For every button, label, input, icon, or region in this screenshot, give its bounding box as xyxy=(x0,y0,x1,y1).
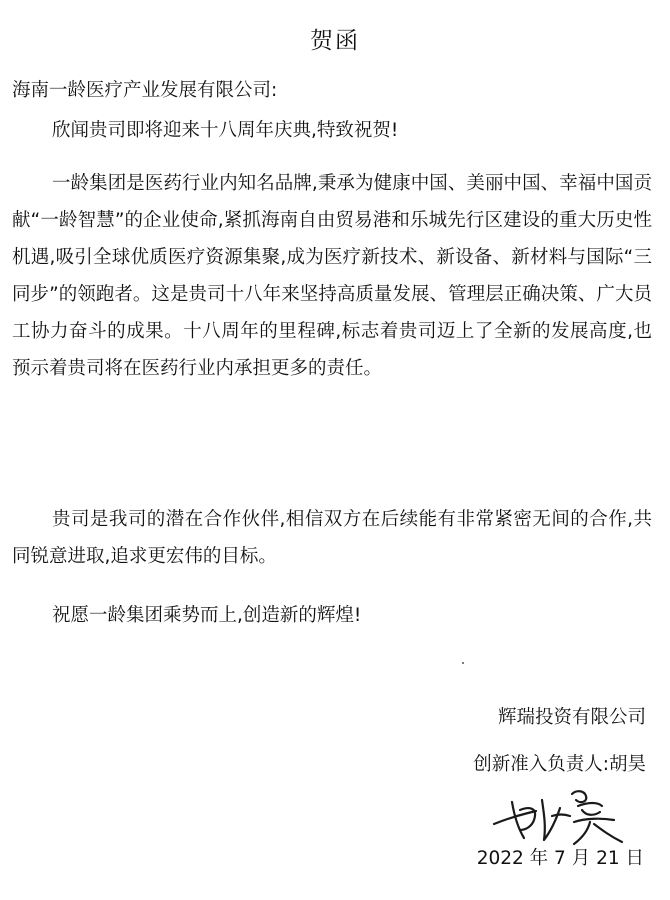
scan-speck xyxy=(462,662,464,664)
paragraph-partnership: 贵司是我司的潜在合作伙伴,相信双方在后续能有非常紧密无间的合作,共同锐意进取,追求更宏伟的目标。 xyxy=(12,509,652,567)
salutation: 海南一龄医疗产业发展有限公司: xyxy=(12,80,278,101)
letter-title: 贺函 xyxy=(310,28,360,54)
paragraph-company-praise: 一龄集团是医药行业内知名品牌,秉承为健康中国、美丽中国、幸福中国贡献“一龄智慧”的企业使命,紧抓海南自由贸易港和乐城先行区建设的重大历史性机遇,吸引全球优质医疗资源集聚,成为医疗新技术、新设备、新材料与国际“三同步”的领跑者。这是贵司十八年来坚持高质量发展、管理层正确决策、广大员工协力奋斗的成果。十八周年的里程碑,标志着贵司迈上了全新的发展高度,也预示着贵司将在医药行业内承担更多的责任。 xyxy=(12,173,652,379)
handwritten-signature xyxy=(490,780,640,850)
signer-line: 创新准入负责人:胡昊 xyxy=(473,754,646,775)
paragraph-closing-wish: 祝愿一龄集团乘势而上,创造新的辉煌! xyxy=(52,605,362,626)
sender-company: 辉瑞投资有限公司 xyxy=(497,707,646,728)
letter-date: 2022 年 7 月 21 日 xyxy=(476,848,644,869)
paragraph-greeting: 欣闻贵司即将迎来十八周年庆典,特致祝贺! xyxy=(52,120,399,141)
